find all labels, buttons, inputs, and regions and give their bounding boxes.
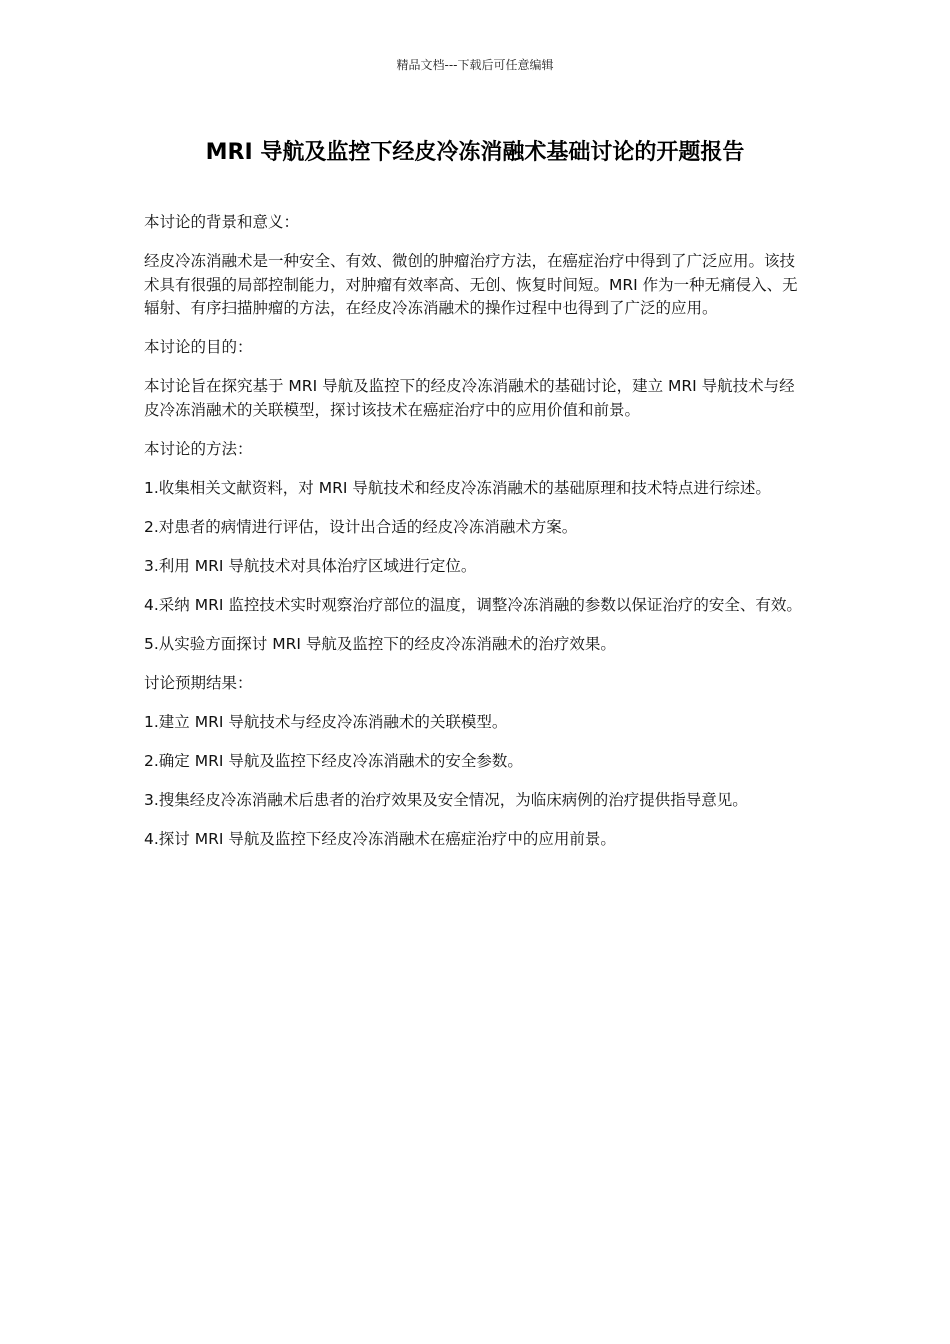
- paragraph-background: 经皮冷冻消融术是一种安全、有效、微创的肿瘤治疗方法，在癌症治疗中得到了广泛应用。该技术具有很强的局部控制能力，对肿瘤有效率高、无创、恢复时间短。MRI 作为一种无痛侵入、无辐射、有序扫描肿瘤的方法，在经皮冷冻消融术的操作过程中也得到了广泛的应用。: [144, 252, 798, 317]
- method-item-4: 4.采纳 MRI 监控技术实时观察治疗部位的温度，调整冷冻消融的参数以保证治疗的安全、有效。: [144, 595, 802, 614]
- method-item-3: 3.利用 MRI 导航技术对具体治疗区域进行定位。: [144, 556, 477, 575]
- document-body: [144, 211, 810, 867]
- method-item-1: 1.收集相关文献资料，对 MRI 导航技术和经皮冷冻消融术的基础原理和技术特点进行综述。: [144, 478, 771, 497]
- section-heading-purpose: 本讨论的目的：: [144, 338, 253, 356]
- document-title: MRI 导航及监控下经皮冷冻消融术基础讨论的开题报告: [205, 140, 745, 165]
- section-heading-background: 本讨论的背景和意义：: [144, 213, 300, 231]
- result-item-1: 1.建立 MRI 导航技术与经皮冷冻消融术的关联模型。: [144, 712, 508, 731]
- section-heading-expected-results: 讨论预期结果：: [144, 673, 253, 692]
- page-header-note: 精品文档---下载后可任意编辑: [396, 58, 554, 72]
- result-item-2: 2.确定 MRI 导航及监控下经皮冷冻消融术的安全参数。: [144, 751, 523, 770]
- method-item-5: 5.从实验方面探讨 MRI 导航及监控下的经皮冷冻消融术的治疗效果。: [144, 634, 616, 653]
- result-item-4: 4.探讨 MRI 导航及监控下经皮冷冻消融术在癌症治疗中的应用前景。: [144, 829, 616, 848]
- section-heading-methods: 本讨论的方法：: [144, 439, 253, 458]
- paragraph-purpose: 本讨论旨在探究基于 MRI 导航及监控下的经皮冷冻消融术的基础讨论，建立 MRI 导航技术与经皮冷冻消融术的关联模型，探讨该技术在癌症治疗中的应用价值和前景。: [144, 377, 795, 419]
- method-item-2: 2.对患者的病情进行评估，设计出合适的经皮冷冻消融术方案。: [144, 517, 578, 536]
- result-item-3: 3.搜集经皮冷冻消融术后患者的治疗效果及安全情况，为临床病例的治疗提供指导意见。: [144, 790, 748, 809]
